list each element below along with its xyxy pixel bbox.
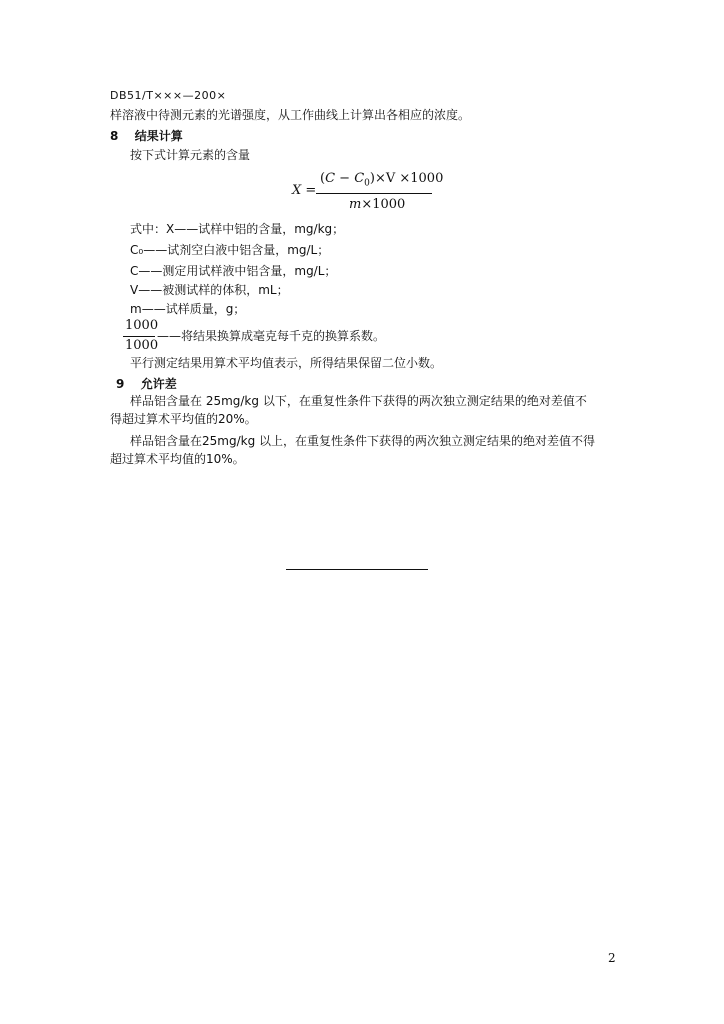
definition-m: m——试样质量，g； — [130, 302, 246, 316]
tolerance-para2-line1: 样品铝含量在25mg/kg 以上，在重复性条件下获得的两次独立测定结果的绝对差值不得 — [130, 434, 596, 448]
factor-description: ——将结果换算成毫克每千克的换算系数。 — [157, 329, 386, 343]
formula-lhs: X = — [292, 183, 317, 198]
intro-line: 样溶液中待测元素的光谱强度，从工作曲线上计算出各相应的浓度。 — [110, 108, 471, 122]
standard-code: DB51/T×××—200× — [110, 89, 227, 102]
definition-c: C——测定用试样液中铝含量，mg/L； — [130, 264, 337, 278]
tolerance-para2-line2: 超过算术平均值的10%。 — [110, 452, 245, 466]
formula-numerator: $(C - C_0)\times V \times 1000$ — [320, 171, 444, 189]
formula-fraction-bar — [316, 193, 432, 194]
tolerance-para1-line1: 样品铝含量在 25mg/kg 以下，在重复性条件下获得的两次独立测定结果的绝对差值不 — [130, 394, 587, 408]
page-number: 2 — [608, 951, 616, 965]
formula-denominator: m×1000 — [349, 197, 406, 212]
formula-lead: 按下式计算元素的含量 — [130, 148, 251, 162]
end-of-standard-rule — [286, 569, 428, 570]
section-9-title: 允许差 — [140, 377, 177, 391]
factor-numerator: 1000 — [125, 318, 159, 333]
section-8-number: 8 — [110, 129, 119, 143]
result-rounding-note: 平行测定结果用算术平均值表示，所得结果保留二位小数。 — [130, 356, 443, 370]
section-8-heading — [110, 127, 183, 144]
section-8-title: 结果计算 — [134, 129, 183, 143]
section-9-heading — [116, 375, 177, 392]
definition-c0: C₀——试剂空白液中铝含量，mg/L； — [130, 243, 330, 257]
definition-v: V——被测试样的体积，mL； — [130, 283, 289, 297]
section-9-number: 9 — [116, 377, 125, 391]
factor-fraction-bar — [123, 336, 155, 337]
tolerance-para1-line2: 得超过算术平均值的20%。 — [110, 412, 257, 426]
factor-denominator: 1000 — [125, 338, 159, 353]
definition-x: 式中：X——试样中铝的含量，mg/kg； — [130, 222, 345, 236]
